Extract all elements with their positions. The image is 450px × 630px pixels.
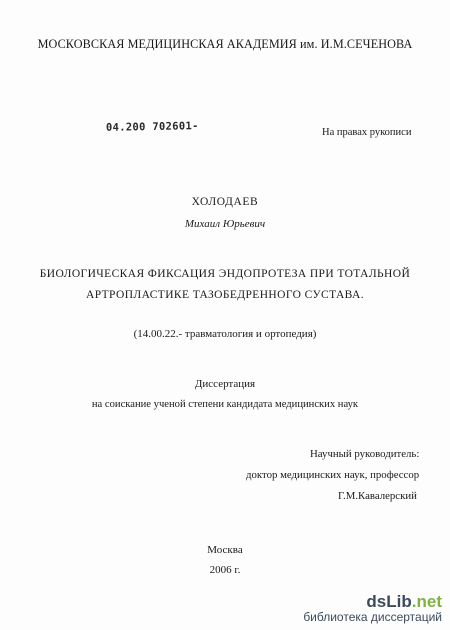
city: Москва [207, 544, 243, 556]
year: 2006 г. [209, 564, 241, 576]
watermark-brand: dsLib [366, 592, 412, 611]
rights-note: На правах рукописи [322, 127, 412, 138]
thesis-title-line1: БИОЛОГИЧЕСКАЯ ФИКСАЦИЯ ЭНДОПРОТЕЗА ПРИ ТОТАЛЬНОЙ [39, 268, 411, 280]
author-last-name: ХОЛОДАЕВ [191, 196, 259, 208]
degree-statement: на соискание ученой степени кандидата медицинских наук [91, 399, 359, 410]
watermark-brand-suffix: .net [411, 592, 442, 611]
watermark-logo[interactable] [303, 593, 442, 624]
thesis-title-line2: АРТРОПЛАСТИКЕ ТАЗОБЕДРЕННОГО СУСТАВА. [85, 289, 364, 301]
supervisor-label: Научный руководитель: [310, 448, 420, 460]
supervisor-name: Г.М.Кавалерский [338, 490, 417, 502]
institution-heading: МОСКОВСКАЯ МЕДИЦИНСКАЯ АКАДЕМИЯ им. И.М.СЕЧЕНОВА [37, 37, 413, 51]
library-stamp: 04.200 702601- [105, 120, 199, 134]
document-type: Диссертация [194, 378, 256, 390]
specialty: (14.00.22.- травматология и ортопедия) [133, 328, 317, 340]
author-first-name: Михаил Юрьевич [184, 218, 266, 230]
watermark-tagline: библиотека диссертаций [303, 610, 442, 624]
supervisor-title: доктор медицинских наук, профессор [246, 469, 420, 481]
